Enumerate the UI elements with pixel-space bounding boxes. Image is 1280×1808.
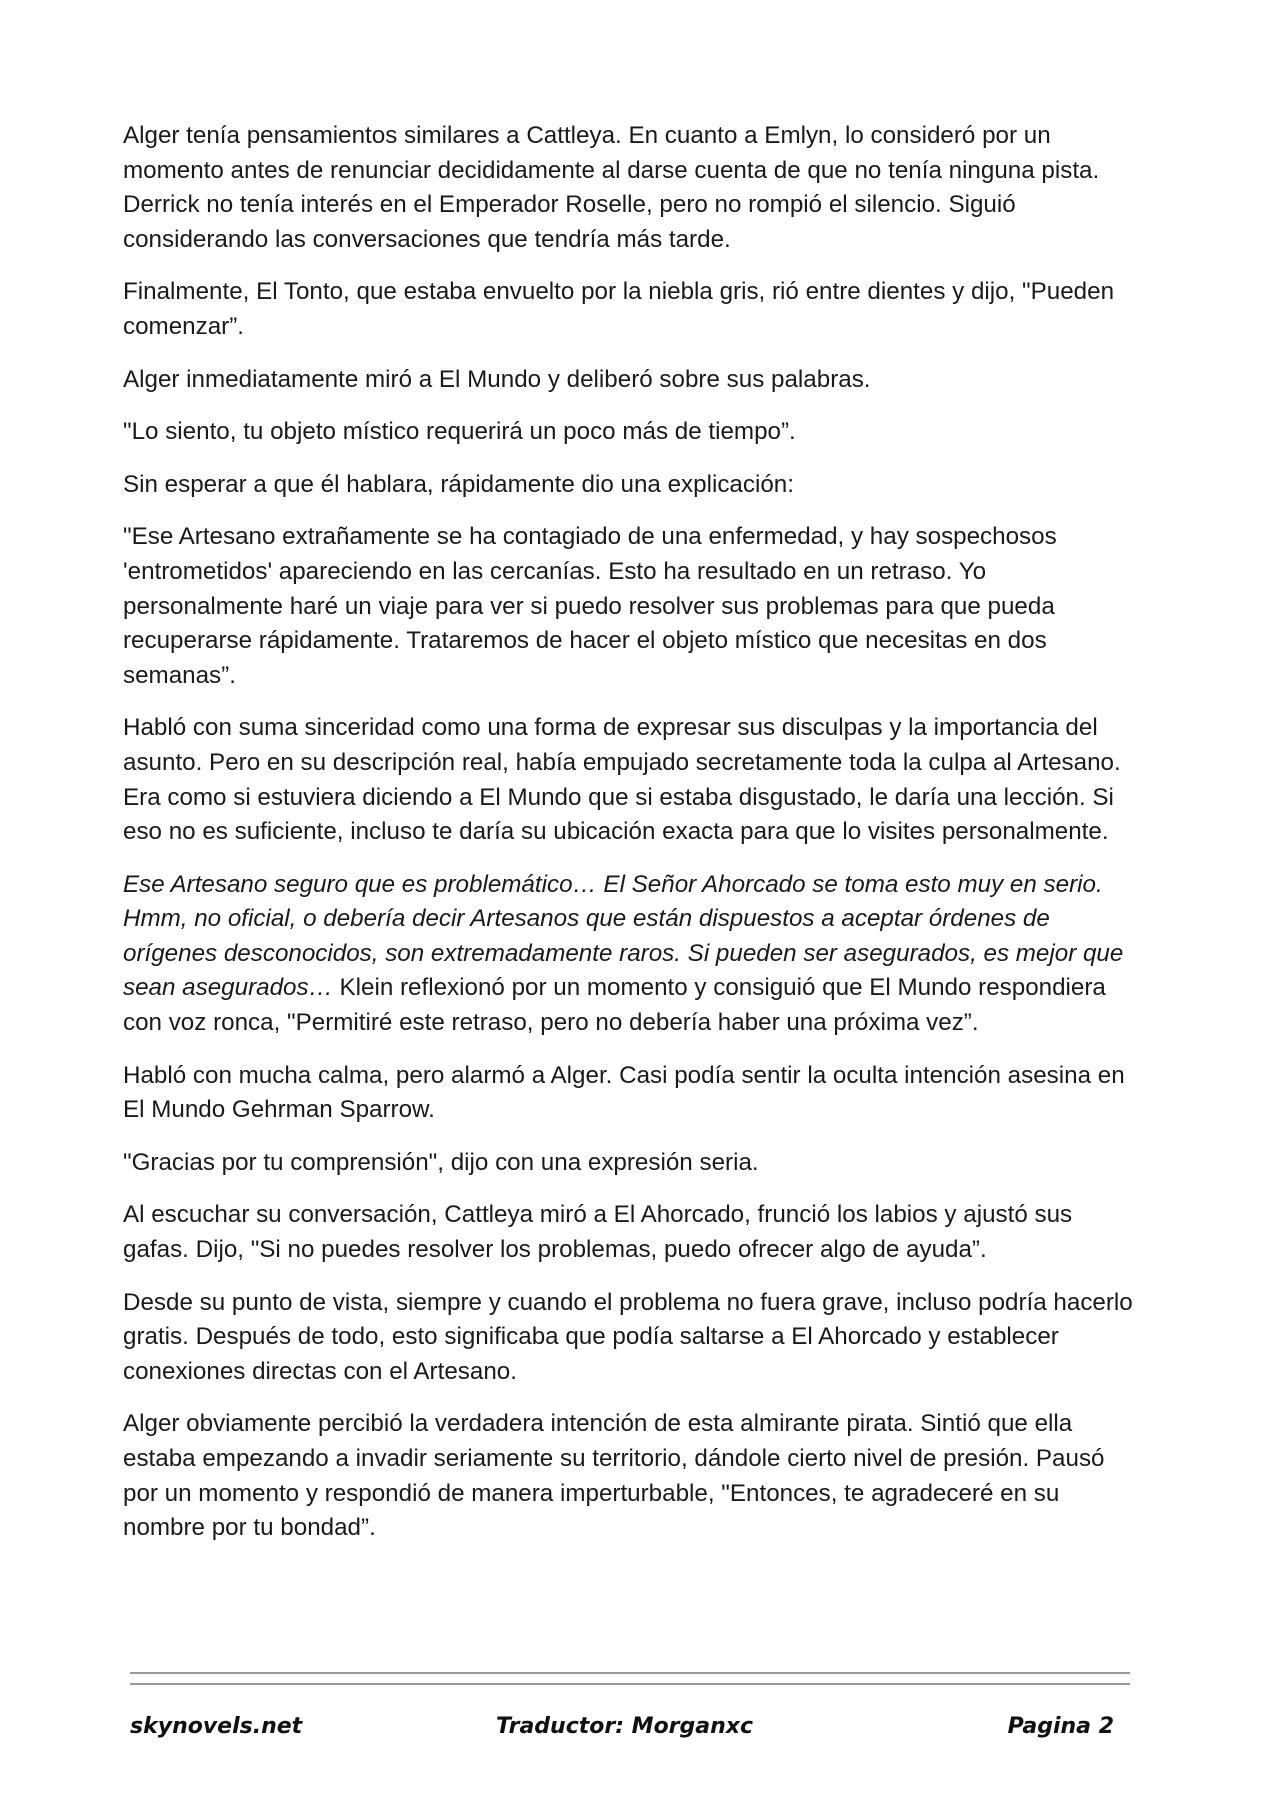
- paragraph-6: "Ese Artesano extrañamente se ha contagiado de una enfermedad, y hay sospechosos 'entrometidos' apareciendo en las cercanías. Esto ha resultado en un retraso. Yo personalmente haré un viaje para ver si puedo resolver sus problemas para que pueda recuperarse rápidamente. Trataremos de hacer el objeto místico que necesitas en dos semanas”.: [123, 523, 1057, 689]
- paragraph-1: Alger tenía pensamientos similares a Cattleya. En cuanto a Emlyn, lo consideró por un momento antes de renunciar decididamente al darse cuenta de que no tenía ninguna pista. Derrick no tenía interés en el Emperador Roselle, pero no rompió el silencio. Siguió considerando las conversaciones que tendría más tarde.: [123, 122, 1100, 253]
- footer-page-number: Pagina 2: [1007, 1714, 1114, 1739]
- footer-site: skynovels.net: [130, 1714, 303, 1739]
- footer-divider: [130, 1672, 1130, 1694]
- footer-rule-top: [130, 1672, 1130, 1674]
- paragraph-3: Alger inmediatamente miró a El Mundo y deliberó sobre sus palabras.: [123, 365, 871, 393]
- paragraph-12: Desde su punto de vista, siempre y cuando el problema no fuera grave, incluso podría hacerlo gratis. Después de todo, esto significaba que podía saltarse a El Ahorcado y establecer conexiones directas con el Artesano.: [123, 1288, 1133, 1385]
- footer-rule-bottom: [130, 1683, 1130, 1685]
- paragraph-4: "Lo siento, tu objeto místico requerirá un poco más de tiempo”.: [123, 418, 796, 446]
- footer-translator: Traductor: Morganxc: [496, 1714, 754, 1739]
- page-footer: [130, 1714, 1120, 1748]
- paragraph-9: Habló con mucha calma, pero alarmó a Alger. Casi podía sentir la oculta intención asesina en El Mundo Gehrman Sparrow.: [123, 1061, 1125, 1124]
- document-body: [123, 119, 1133, 1564]
- paragraph-2: Finalmente, El Tonto, que estaba envuelto por la niebla gris, rió entre dientes y dijo, "Pueden comenzar”.: [123, 278, 1115, 340]
- paragraph-8: Ese Artesano seguro que es problemático… El Señor Ahorcado se toma esto muy en serio. Hmm, no oficial, o debería decir Artesanos que están dispuestos a aceptar órdenes de orígenes desconocidos, son extremadamente raros. Si pueden ser asegurados, es mejor que sean asegurados… Klein reflexionó por un momento y consiguió que El Mundo respondiera con voz ronca, "Permitiré este retraso, pero no debería haber una próxima vez”.: [123, 870, 1124, 1037]
- paragraph-10: "Gracias por tu comprensión", dijo con una expresión seria.: [123, 1148, 759, 1176]
- paragraph-7: Habló con suma sinceridad como una forma de expresar sus disculpas y la importancia del asunto. Pero en su descripción real, había empujado secretamente toda la culpa al Artesano. Era como si estuviera diciendo a El Mundo que si estaba disgustado, le daría una lección. Si eso no es suficiente, incluso te daría su ubicación exacta para que lo visites personalmente.: [123, 714, 1121, 846]
- paragraph-5: Sin esperar a que él hablara, rápidamente dio una explicación:: [123, 470, 794, 498]
- inner-thought-text: Ese Artesano seguro que es problemático… El Señor Ahorcado se toma esto muy en serio. Hmm, no oficial, o debería decir Artesanos que están dispuestos a aceptar órdenes de orígenes desconocidos, son extremadamente raros. Si pueden ser asegurados, es mejor que sean asegurados…: [123, 870, 1124, 1002]
- paragraph-11: Al escuchar su conversación, Cattleya miró a El Ahorcado, frunció los labios y ajustó sus gafas. Dijo, "Si no puedes resolver los problemas, puedo ofrecer algo de ayuda”.: [123, 1201, 1073, 1264]
- paragraph-13: Alger obviamente percibió la verdadera intención de esta almirante pirata. Sintió que ella estaba empezando a invadir seriamente su territorio, dándole cierto nivel de presión. Pausó por un momento y respondió de manera imperturbable, "Entonces, te agradeceré en su nombre por tu bondad”.: [123, 1410, 1105, 1542]
